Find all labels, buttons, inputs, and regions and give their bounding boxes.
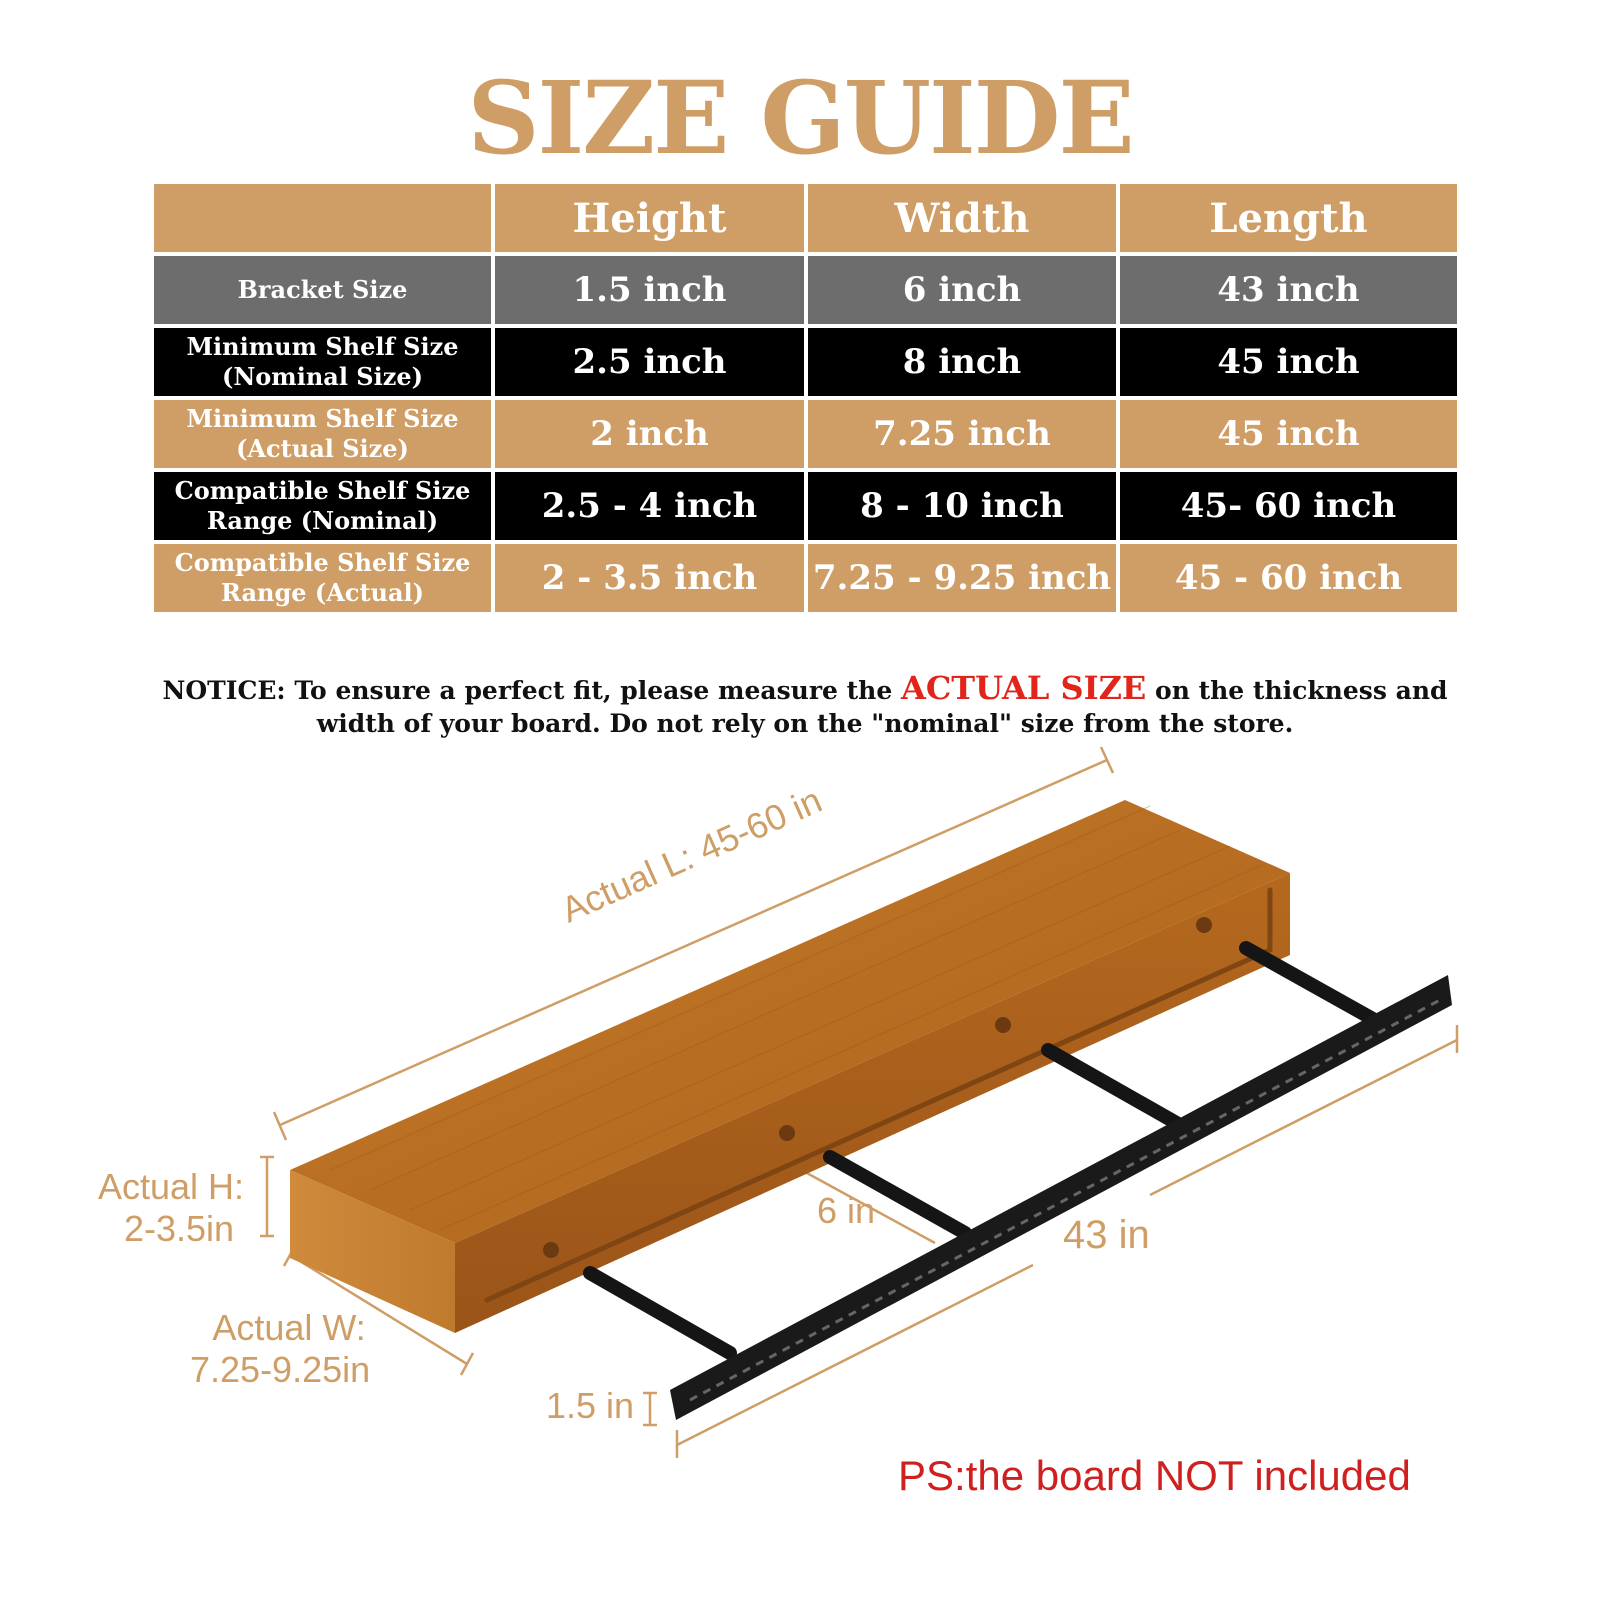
height-dimension-label — [98, 1166, 244, 1250]
height-label-line1: Actual H: — [98, 1166, 245, 1207]
bracket-length-label: 43 in — [1063, 1213, 1150, 1257]
table-cell: 8 - 10 inch — [806, 470, 1118, 542]
notice-suffix: on the thickness and width of your board. Do not rely on the "nominal" size from the store. — [316, 676, 1448, 738]
row-label: Minimum Shelf Size (Nominal Size) — [152, 326, 493, 398]
table-cell: 6 inch — [806, 254, 1118, 326]
header-cell: Length — [1118, 182, 1459, 254]
table-cell: 45 inch — [1118, 326, 1459, 398]
table-cell: 45 inch — [1118, 398, 1459, 470]
row-label: Bracket Size — [152, 254, 493, 326]
table-cell: 2.5 - 4 inch — [493, 470, 806, 542]
table-cell: 2.5 inch — [493, 326, 806, 398]
length-dimension-label: Actual L: 45-60 in — [555, 779, 828, 931]
bracket-height-label: 1.5 in — [546, 1385, 635, 1426]
table-cell: 1.5 inch — [493, 254, 806, 326]
board-not-included-note: PS:the board NOT included — [898, 1452, 1411, 1499]
notice-prefix: NOTICE: To ensure a perfect fit, please measure the — [162, 676, 893, 705]
table-cell: 2 inch — [493, 398, 806, 470]
table-cell: 45- 60 inch — [1118, 470, 1459, 542]
row-label: Compatible Shelf Size Range (Nominal) — [152, 470, 493, 542]
height-label-line2: 2-3.5in — [123, 1208, 235, 1249]
table-cell: 45 - 60 inch — [1118, 542, 1459, 614]
table-cell: 7.25 inch — [806, 398, 1118, 470]
width-label-line2: 7.25-9.25in — [190, 1349, 371, 1390]
table-cell: 2 - 3.5 inch — [493, 542, 806, 614]
header-cell: Width — [806, 182, 1118, 254]
row-label: Compatible Shelf Size Range (Actual) — [152, 542, 493, 614]
bracket-width-label: 6 in — [817, 1190, 876, 1231]
header-cell: Height — [493, 182, 806, 254]
width-label-line1: Actual W: — [212, 1307, 366, 1348]
width-dimension-label — [190, 1307, 370, 1391]
row-label: Minimum Shelf Size (Actual Size) — [152, 398, 493, 470]
table-cell: 7.25 - 9.25 inch — [806, 542, 1118, 614]
table-cell: 43 inch — [1118, 254, 1459, 326]
table-cell: 8 inch — [806, 326, 1118, 398]
notice-highlight: ACTUAL SIZE — [900, 669, 1147, 707]
page-title: SIZE GUIDE — [467, 59, 1133, 177]
